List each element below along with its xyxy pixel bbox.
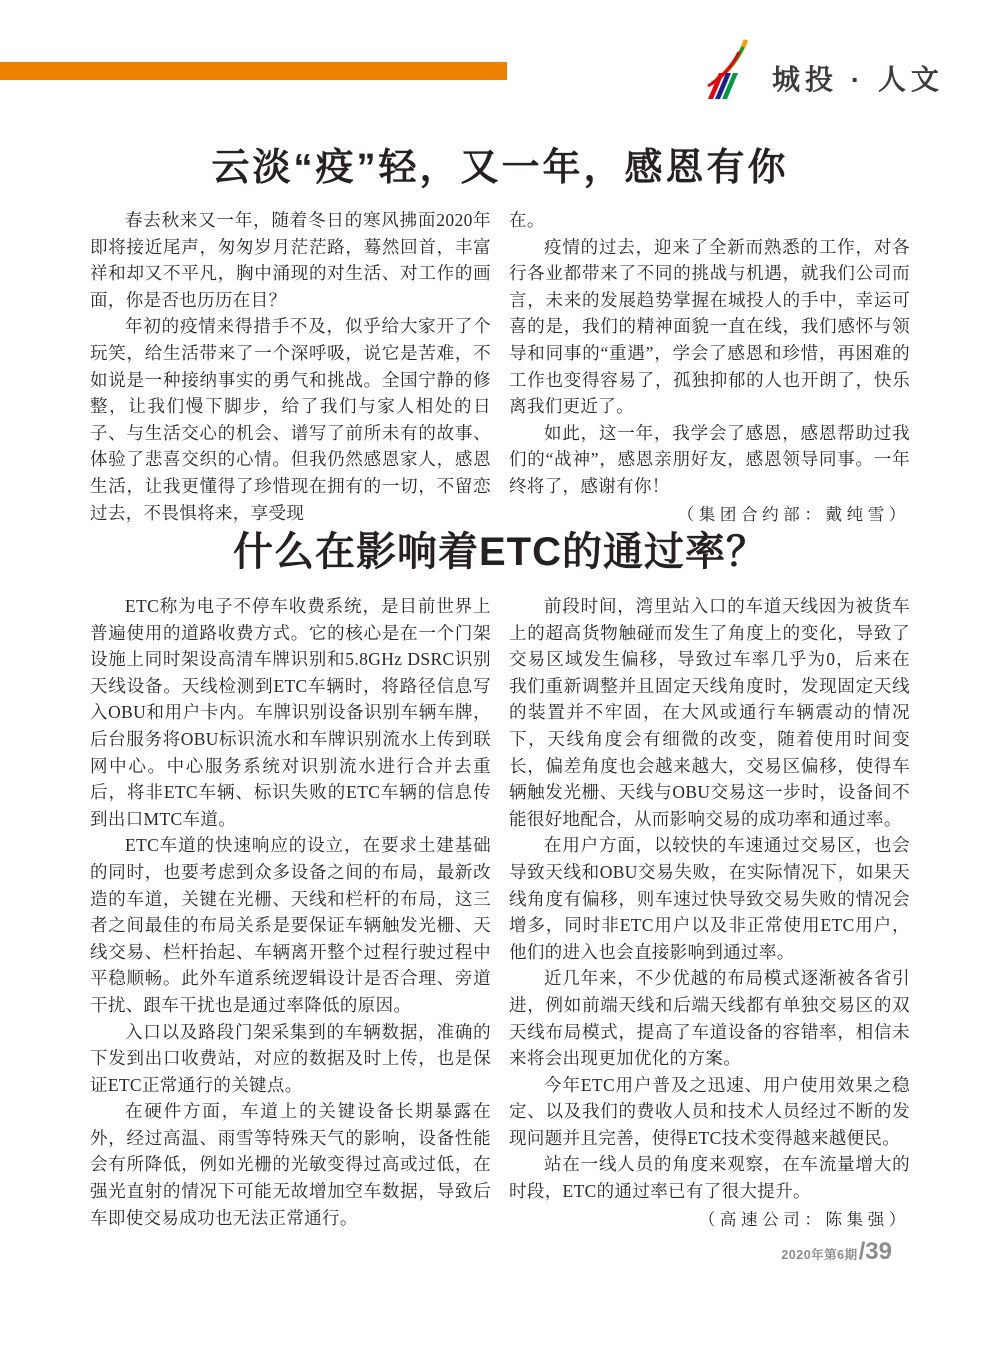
page-header [700, 38, 944, 100]
article2-title: 什么在影响着ETC的通过率？ [233, 530, 767, 574]
body-paragraph: 入口以及路段门架采集到的车辆数据，准确的下发到出口收费站，对应的数据及时上传，也是保证ETC正常通行的关键点。 [90, 1021, 491, 1095]
section-title: 城投 · 人文 [772, 64, 944, 95]
article1-column-right-text [509, 207, 910, 500]
body-paragraph: 在硬件方面，车道上的关键设备长期暴露在外，经过高温、雨雪等特殊天气的影响，设备性能会有所降低，例如光栅的光敏变得过高或过低，在强光直射的情况下可能无故增加空车数据，导致后车即使交易成功也无法正常通行。 [90, 1101, 491, 1228]
header-accent-bar [0, 62, 507, 80]
article-etc [0, 520, 1000, 1233]
article1-column-left [90, 207, 491, 528]
article1-byline: （集团合约部：戴纯雪） [677, 504, 910, 524]
body-paragraph: 前段时间，湾里站入口的车道天线因为被货车上的超高货物触碰而发生了角度上的变化，导致了交易区域发生偏移，导致过车率几乎为0，后来在我们重新调整并且固定天线角度时，发现固定天线的装置并不牢固，在大风或通行车辆震动的情况下，天线角度会有细微的改变，随着使用时间变长，偏差角度也会越来越大，交易区偏移，使得车辆触发光栅、天线与OBU交易这一步时，设备间不能很好地配合，从而影响交易的成功率和通过率。 [509, 596, 910, 829]
article-gratitude [0, 136, 1000, 528]
body-paragraph: 如此，这一年，我学会了感恩，感恩帮助过我们的“战神”，感恩亲朋好友，感恩领导同事。一年终将了，感谢有你！ [509, 422, 910, 496]
body-paragraph: 春去秋来又一年，随着冬日的寒风拂面2020年即将接近尾声，匆匆岁月茫茫路，蓦然回首，丰富祥和却又不平凡，胸中涌现的对生活、对工作的画面，你是否也历历在目？ [90, 210, 491, 310]
article1-columns [90, 207, 910, 528]
body-paragraph: ETC称为电子不停车收费系统，是目前世界上普遍使用的道路收费方式。它的核心是在一个门架设施上同时架设高清车牌识别和5.8GHz DSRC识别天线设备。天线检测到ETC车辆时，将路径信息写入OBU和用户卡内。车牌识别设备识别车辆车牌，后台服务将OBU标识流水和车牌识别流水上传到联网中心。中心服务系统对识别流水进行合并去重后，将非ETC车辆、标识失败的ETC车辆的信息传到出口MTC车道。 [90, 596, 491, 829]
footer-issue: 2020年第6期 [781, 1248, 858, 1262]
body-paragraph: 年初的疫情来得措手不及，似乎给大家开了个玩笑，给生活带来了一个深呼吸，说它是苦难，不如说是一种接纳事实的勇气和挑战。全国宁静的修整，让我们慢下脚步，给了我们与家人相处的日子、与生活交心的机会、谱写了前所未有的故事、体验了悲喜交织的心情。但我仍然感恩家人，感恩生活，让我更懂得了珍惜现在拥有的一切，不留恋过去，不畏惧将来，享受现 [90, 316, 491, 523]
article2-column-right-text [509, 593, 910, 1205]
body-paragraph: 站在一线人员的角度来观察，在车流量增大的时段，ETC的通过率已有了很大提升。 [509, 1154, 910, 1202]
article2-column-right [509, 593, 910, 1233]
page-footer [781, 1238, 892, 1266]
chengtou-logo-icon [700, 38, 762, 100]
body-paragraph: ETC车道的快速响应的设立，在要求土建基础的同时，也要考虑到众多设备之间的布局，最新改造的车道，关键在光栅、天线和栏杆的布局，这三者之间最佳的布局关系是要保证车辆触发光栅、天线交易、栏杆抬起、车辆离开整个过程行驶过程中平稳顺畅。此外车道系统逻辑设计是否合理、旁道干扰、跟车干扰也是通过率降低的原因。 [90, 835, 491, 1015]
article2-byline: （高速公司：陈集强） [698, 1209, 910, 1229]
body-paragraph: 在。 [509, 210, 545, 230]
footer-page-number: /39 [858, 1238, 892, 1265]
article2-columns [90, 593, 910, 1233]
body-paragraph: 近几年来，不少优越的布局模式逐渐被各省引进，例如前端天线和后端天线都有单独交易区的双天线布局模式，提高了车道设备的容错率，相信未来将会出现更加优化的方案。 [509, 968, 910, 1069]
article2-column-left [90, 593, 491, 1233]
body-paragraph: 疫情的过去，迎来了全新而熟悉的工作，对各行各业都带来了不同的挑战与机遇，就我们公司而言，未来的发展趋势掌握在城投人的手中，幸运可喜的是，我们的精神面貌一直在线，我们感怀与领导和同事的“重遇”，学会了感恩和珍惜，再困难的工作也变得容易了，孤独抑郁的人也开朗了，快乐离我们更近了。 [509, 236, 910, 417]
body-paragraph: 在用户方面，以较快的车速通过交易区，也会导致天线和OBU交易失败，在实际情况下，如果天线角度有偏移，则车速过快导致交易失败的情况会增多，同时非ETC用户以及非正常使用ETC用户，他们的进入也会直接影响到通过率。 [509, 835, 910, 962]
article1-title: 云淡“疫”轻，又一年，感恩有你 [211, 147, 789, 189]
body-paragraph: 今年ETC用户普及之迅速、用户使用效果之稳定、以及我们的费收人员和技术人员经过不断的发现问题并且完善，使得ETC技术变得越来越便民。 [509, 1074, 910, 1148]
article1-column-right [509, 207, 910, 528]
